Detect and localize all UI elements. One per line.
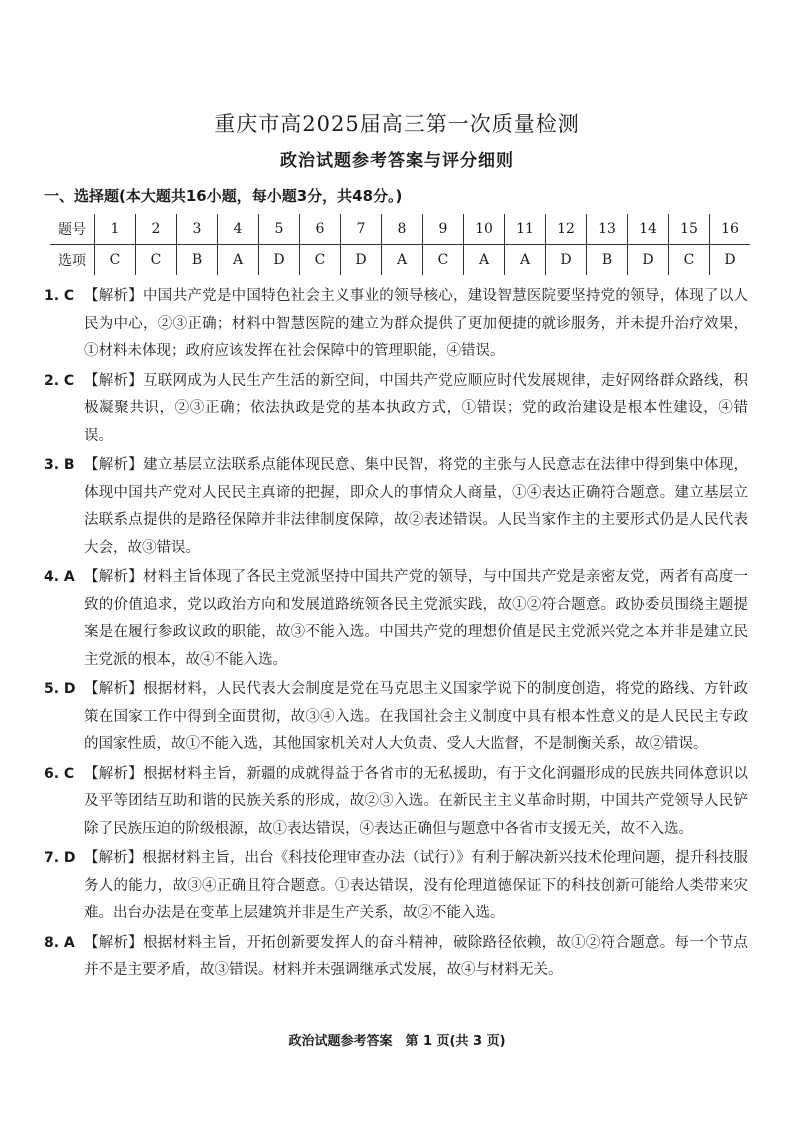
question-number-cell: 6 — [300, 214, 341, 245]
explanation-number: 7. D — [44, 850, 76, 866]
answer-cell: A — [464, 245, 505, 276]
explanation-item-2 — [44, 368, 748, 451]
answer-cell: A — [505, 245, 546, 276]
explanation-number: 4. A — [44, 569, 75, 585]
answer-cell: A — [218, 245, 259, 276]
explanation-text: 【解析】根据材料主旨，出台《科技伦理审查办法（试行）》有利于解决新兴技术伦理问题，提升科技服务人的能力，故③④正确且符合题意。①表达错误，没有伦理道德保证下的科技创新可能给人类带来灾难。出台办法是在变革上层建筑并非是生产关系，故②不能入选。 — [84, 850, 748, 921]
explanation-text: 【解析】根据材料主旨，新疆的成就得益于各省市的无私援助，有于文化润疆形成的民族共同体意识以及平等团结互助和谐的民族关系的形成，故②③入选。在新民主主义革命时期，中国共产党领导人民铲除了民族压迫的阶级根源，故①表达错误，④表达正确但与题意中各省市支援无关，故不入选。 — [84, 765, 748, 837]
explanation-text: 【解析】中国共产党是中国特色社会主义事业的领导核心，建设智慧医院要坚持党的领导，体现了以人民为中心，②③正确；材料中智慧医院的建立为群众提供了更加便捷的就诊服务，并未提升治疗效果，①材料未体现；政府应该发挥在社会保障中的管理职能，④错误。 — [84, 288, 748, 359]
explanations-list — [44, 283, 748, 987]
question-number-cell: 9 — [423, 214, 464, 245]
answer-cell: C — [95, 245, 136, 276]
explanation-text: 【解析】根据材料主旨，开拓创新要发挥人的奋斗精神，破除路径依赖，故①②符合题意。每一个节点并不是主要矛盾，故③错误。材料并未强调继承式发展，故④与材料无关。 — [84, 934, 748, 978]
document-subtitle: 政治试题参考答案与评分细则 — [280, 151, 514, 171]
explanation-text: 【解析】材料主旨体现了各民主党派坚持中国共产党的领导，与中国共产党是亲密友党，两者有高度一致的价值追求，党以政治方向和发展道路统领各民主党派实践，故①②符合题意。政协委员围绕主题提案是在履行参政议政的职能，故③不能入选。中国共产党的理想价值是民主党派兴党之本并非是建立民主党派的根本，故④不能入选。 — [84, 569, 748, 668]
answer-table-answer-row — [50, 245, 750, 276]
answer-cell: D — [628, 245, 669, 276]
explanation-number: 1. C — [44, 288, 75, 304]
answer-cell: D — [259, 245, 300, 276]
answer-table-number-row — [50, 214, 750, 245]
question-number-cell: 11 — [505, 214, 546, 245]
answer-cell: C — [300, 245, 341, 276]
answer-cell: D — [341, 245, 382, 276]
question-number-cell: 8 — [382, 214, 423, 245]
document-title: 重庆市高2025届高三第一次质量检测 — [214, 112, 580, 136]
question-number-cell: 1 — [95, 214, 136, 245]
explanation-item-5 — [44, 676, 748, 759]
explanation-number: 6. C — [44, 765, 75, 782]
answer-row-label: 选项 — [58, 253, 86, 269]
question-number-cell: 15 — [669, 214, 710, 245]
answer-cell: A — [382, 245, 423, 276]
section-heading-multiple-choice: 一、选择题(本大题共16小题，每小题3分，共48分。) — [44, 187, 403, 205]
explanation-text: 【解析】建立基层立法联系点能体现民意、集中民智，将党的主张与人民意志在法律中得到集中体现，体现中国共产党对人民民主真谛的把握，即众人的事情众人商量，①④表达正确符合题意。建立基层立法联系点提供的是路径保障并非法律制度保障，故②表述错误。人民当家作主的主要形式仍是人民代表大会，故③错误。 — [84, 457, 748, 556]
answer-table — [50, 214, 750, 275]
question-number-cell: 14 — [628, 214, 669, 245]
answer-cell: C — [136, 245, 177, 276]
answer-cell: D — [710, 245, 751, 276]
question-number-cell: 3 — [177, 214, 218, 245]
explanation-item-4 — [44, 564, 748, 674]
page-footer: 政治试题参考答案 第 1 页(共 3 页) — [288, 1034, 506, 1049]
explanation-text: 【解析】互联网成为人民生产生活的新空间，中国共产党应顺应时代发展规律，走好网络群众路线，积极凝聚共识，②③正确；依法执政是党的基本执政方式，①错误；党的政治建设是根本性建设，④错误。 — [84, 372, 748, 444]
explanation-text: 【解析】根据材料，人民代表大会制度是党在马克思主义国家学说下的制度创造，将党的路线、方针政策在国家工作中得到全面贯彻，故③④入选。在我国社会主义制度中具有根本性意义的是人民民主专政的国家性质，故①不能入选，其他国家机关对人大负责、受人大监督，不是制衡关系，故②错误。 — [84, 681, 748, 752]
answer-cell: C — [423, 245, 464, 276]
explanation-item-7 — [44, 845, 748, 928]
question-number-cell: 13 — [587, 214, 628, 245]
number-row-label: 题号 — [50, 214, 95, 245]
answer-cell: C — [669, 245, 710, 276]
question-number-cell: 5 — [259, 214, 300, 245]
question-number-cell: 2 — [136, 214, 177, 245]
explanation-item-8 — [44, 930, 748, 985]
answer-cell: B — [587, 245, 628, 276]
explanation-item-6 — [44, 761, 748, 844]
question-number-cell: 16 — [710, 214, 751, 245]
explanation-number: 8. A — [44, 934, 75, 951]
explanation-item-3 — [44, 452, 748, 562]
explanation-number: 5. D — [44, 681, 76, 697]
explanation-number: 3. B — [44, 457, 75, 473]
question-number-cell: 10 — [464, 214, 505, 245]
explanation-number: 2. C — [44, 372, 75, 389]
question-number-cell: 7 — [341, 214, 382, 245]
question-number-cell: 12 — [546, 214, 587, 245]
explanation-item-1 — [44, 283, 748, 366]
answer-cell: B — [177, 245, 218, 276]
question-number-cell: 4 — [218, 214, 259, 245]
answer-cell: D — [546, 245, 587, 276]
